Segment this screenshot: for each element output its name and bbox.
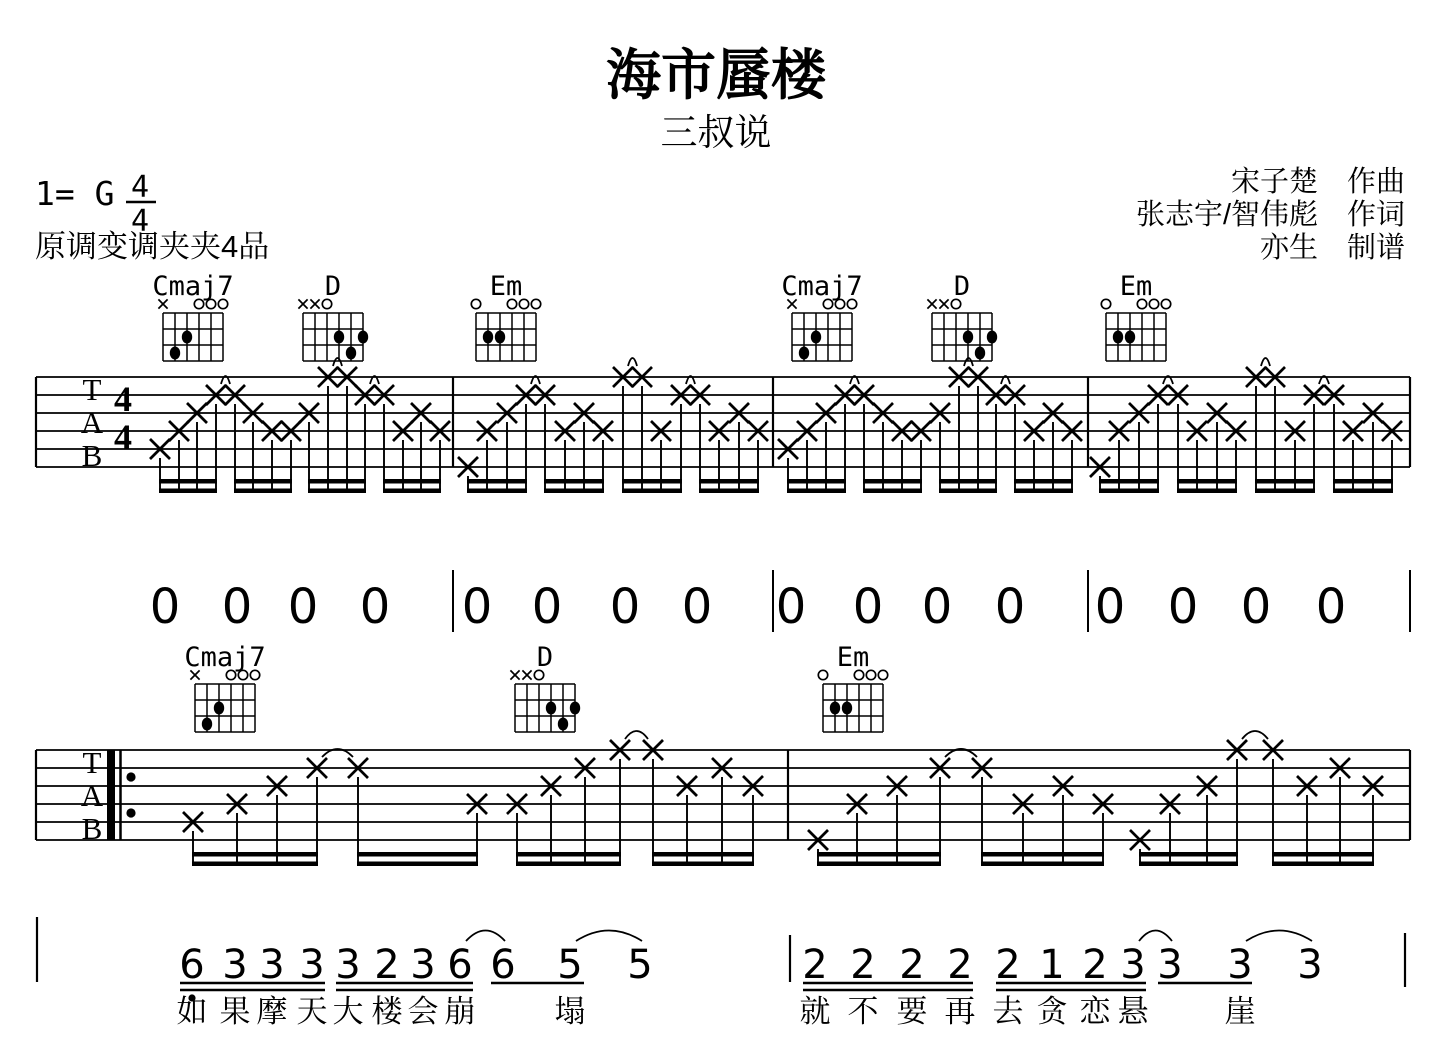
zero-rest: 0 — [921, 579, 953, 635]
jianpu-note: 2 — [899, 942, 925, 988]
lyric-char: 楼 — [371, 994, 403, 1029]
zero-rest: 0 — [775, 579, 807, 635]
zero-rest: 0 — [852, 579, 884, 635]
chord-diagram — [1101, 271, 1170, 361]
beam — [1333, 489, 1393, 494]
jianpu-note: 2 — [850, 942, 876, 988]
chord-label: Cmaj7 — [781, 271, 863, 302]
beam — [787, 479, 846, 484]
jianpu-note: 5 — [557, 942, 583, 988]
jianpu-note: 5 — [627, 942, 653, 988]
finger-dot — [1113, 331, 1123, 344]
finger-dot — [830, 702, 840, 715]
beam — [1272, 852, 1374, 857]
lyric-char: 要 — [896, 994, 928, 1029]
lyric-char: 会 — [407, 994, 439, 1029]
lyric-char: 塌 — [554, 994, 586, 1029]
beam — [817, 852, 941, 857]
zero-rest: 0 — [531, 579, 563, 635]
beam — [1014, 489, 1073, 494]
lyric-char: 如 — [176, 994, 208, 1029]
open-string-marker — [531, 299, 540, 308]
jianpu-note: 6 — [179, 942, 205, 988]
finger-dot — [963, 331, 973, 344]
finger-dot — [202, 718, 212, 731]
composer-name: 宋子楚 — [1230, 166, 1318, 198]
tab-staff — [36, 358, 1410, 493]
page-subtitle: 三叔说 — [660, 112, 772, 153]
music-layer — [36, 271, 1410, 1029]
chord-label: D — [536, 642, 554, 673]
lyric-char: 去 — [992, 994, 1024, 1029]
lyric-char: 崖 — [1224, 994, 1256, 1029]
chord-label: Cmaj7 — [152, 271, 234, 302]
open-string-marker — [1149, 299, 1158, 308]
beam — [981, 852, 1104, 857]
jianpu-note: 6 — [447, 942, 473, 988]
finger-dot — [334, 331, 344, 344]
tab-clef-letter: B — [81, 811, 103, 846]
finger-dot — [558, 718, 568, 731]
chord-label: Em — [1119, 271, 1153, 302]
beam — [1272, 862, 1374, 867]
finger-dot — [182, 331, 192, 344]
jianpu-note: 2 — [802, 942, 828, 988]
chord-diagram — [510, 642, 580, 732]
page-title: 海市蜃楼 — [605, 44, 827, 106]
tab-clef-letter: T — [82, 745, 102, 780]
finger-dot — [170, 347, 180, 360]
beam — [1139, 852, 1238, 857]
jianpu-note: 3 — [410, 942, 436, 988]
jianpu-note: 2 — [995, 942, 1021, 988]
beam — [1099, 489, 1159, 494]
finger-dot — [987, 331, 997, 344]
beam — [159, 489, 217, 494]
beam — [467, 489, 527, 494]
zero-rest: 0 — [221, 579, 253, 635]
beam — [1333, 479, 1393, 484]
tie-arc — [1242, 731, 1268, 739]
chord-diagram — [298, 271, 368, 361]
chord-label: Cmaj7 — [184, 642, 266, 673]
zero-rest: 0 — [1094, 579, 1126, 635]
jianpu-note: 3 — [299, 942, 325, 988]
zero-rest: 0 — [1315, 579, 1347, 635]
zero-rest: 0 — [994, 579, 1026, 635]
zero-rest: 0 — [681, 579, 713, 635]
open-string-marker — [818, 670, 827, 679]
lyric-char: 不 — [847, 994, 879, 1029]
jianpu-tie-arc — [1246, 931, 1312, 942]
tie-arc — [628, 358, 637, 366]
open-string-marker — [471, 299, 480, 308]
tie-arc — [333, 358, 342, 366]
jianpu-note: 3 — [1227, 942, 1253, 988]
beam — [1255, 489, 1315, 494]
finger-dot — [1125, 331, 1135, 344]
lyric-char: 崩 — [444, 994, 476, 1029]
beam — [1139, 862, 1238, 867]
lyric-char: 悬 — [1117, 994, 1149, 1029]
beam — [863, 489, 922, 494]
jianpu-note: 2 — [1082, 942, 1108, 988]
beam — [467, 479, 527, 484]
lyric-char: 再 — [944, 994, 976, 1029]
beam — [192, 862, 318, 867]
tie-arc — [1261, 358, 1270, 366]
time-signature-bottom: 4 — [130, 204, 150, 239]
beam — [863, 479, 922, 484]
beam — [787, 489, 846, 494]
beam — [1014, 479, 1073, 484]
finger-dot — [483, 331, 493, 344]
beam — [544, 489, 604, 494]
rest-line — [150, 570, 1410, 635]
jianpu-tie-arc — [466, 931, 505, 942]
chord-label: D — [324, 271, 342, 302]
jianpu-note: 1 — [1039, 942, 1065, 988]
tab-staff — [36, 731, 1410, 866]
beam — [159, 479, 217, 484]
zero-rest: 0 — [149, 579, 181, 635]
key-signature: 1= G — [35, 174, 115, 213]
beam — [1255, 479, 1315, 484]
repeat-dot — [126, 772, 135, 781]
jianpu-note: 3 — [222, 942, 248, 988]
finger-dot — [842, 702, 852, 715]
jianpu-note: 3 — [1120, 942, 1146, 988]
staff-time-sig: 4 — [114, 417, 132, 457]
arranger-role: 制谱 — [1346, 232, 1405, 264]
beam — [652, 852, 754, 857]
finger-dot — [811, 331, 821, 344]
jianpu-note: 3 — [1297, 942, 1323, 988]
beam — [357, 852, 478, 857]
composer-role: 作曲 — [1346, 166, 1405, 198]
finger-dot — [546, 702, 556, 715]
zero-rest: 0 — [1240, 579, 1272, 635]
tab-clef-letter: B — [81, 438, 103, 473]
beam — [516, 862, 621, 867]
beam — [1177, 479, 1237, 484]
lyric-char: 就 — [799, 994, 831, 1029]
beam — [516, 852, 621, 857]
open-string-marker — [878, 670, 887, 679]
finger-dot — [570, 702, 580, 715]
open-string-marker — [519, 299, 528, 308]
arranger-name: 亦生 — [1259, 232, 1318, 264]
chord-diagram — [184, 642, 265, 732]
beam — [622, 479, 682, 484]
repeat-thick-bar — [107, 750, 115, 840]
finger-dot — [799, 347, 809, 360]
zero-rest: 0 — [359, 579, 391, 635]
open-string-marker — [1101, 299, 1110, 308]
zero-rest: 0 — [287, 579, 319, 635]
jianpu-note: 3 — [335, 942, 361, 988]
beam — [1177, 489, 1237, 494]
jianpu-note: 3 — [1157, 942, 1183, 988]
finger-dot — [346, 347, 356, 360]
lyric-char: 大 — [332, 994, 364, 1029]
lyric-char: 摩 — [256, 994, 288, 1029]
beam — [939, 489, 997, 494]
beam — [357, 862, 478, 867]
beam — [981, 862, 1104, 867]
beam — [383, 479, 441, 484]
finger-dot — [975, 347, 985, 360]
lyric-char: 恋 — [1079, 994, 1111, 1029]
beam — [699, 479, 759, 484]
beam — [622, 489, 682, 494]
beam — [192, 852, 318, 857]
jianpu-note: 2 — [947, 942, 973, 988]
time-signature-top: 4 — [130, 170, 150, 205]
beam — [544, 479, 604, 484]
lyric-char: 贪 — [1036, 994, 1068, 1029]
jianpu-note: 2 — [374, 942, 400, 988]
tie-arc — [625, 731, 648, 739]
repeat-dot — [126, 808, 135, 817]
jianpu-tie-arc — [1139, 931, 1172, 942]
beam — [308, 489, 366, 494]
tab-clef-letter: T — [82, 372, 102, 407]
chord-diagram — [152, 271, 233, 361]
chord-diagram — [471, 271, 540, 361]
beam — [652, 862, 754, 867]
open-string-marker — [1161, 299, 1170, 308]
beam — [234, 489, 292, 494]
finger-dot — [495, 331, 505, 344]
lyricist-name: 张志宇/智伟彪 — [1135, 199, 1318, 231]
chord-label: Em — [489, 271, 523, 302]
zero-rest: 0 — [609, 579, 641, 635]
beam — [383, 489, 441, 494]
capo-note: 原调变调夹夹4品 — [35, 229, 270, 264]
beam — [699, 489, 759, 494]
jianpu-tie-arc — [576, 931, 642, 942]
chord-diagram — [781, 271, 862, 361]
open-string-marker — [866, 670, 875, 679]
staff-time-sig: 4 — [114, 379, 132, 419]
beam — [308, 479, 366, 484]
tab-clef-letter: A — [80, 778, 104, 813]
chord-diagram — [927, 271, 997, 361]
beam — [234, 479, 292, 484]
chord-diagram — [818, 642, 887, 732]
zero-rest: 0 — [1167, 579, 1199, 635]
beam — [817, 862, 941, 867]
zero-rest: 0 — [461, 579, 493, 635]
jianpu-line — [37, 917, 1405, 1029]
jianpu-note: 3 — [259, 942, 285, 988]
lyricist-role: 作词 — [1346, 199, 1405, 231]
tab-clef-letter: A — [80, 405, 104, 440]
chord-label: D — [953, 271, 971, 302]
beam — [1099, 479, 1159, 484]
lyric-char: 果 — [219, 994, 251, 1029]
lyric-char: 天 — [296, 994, 328, 1029]
beam — [939, 479, 997, 484]
jianpu-note: 6 — [490, 942, 516, 988]
finger-dot — [358, 331, 368, 344]
finger-dot — [214, 702, 224, 715]
chord-label: Em — [836, 642, 870, 673]
